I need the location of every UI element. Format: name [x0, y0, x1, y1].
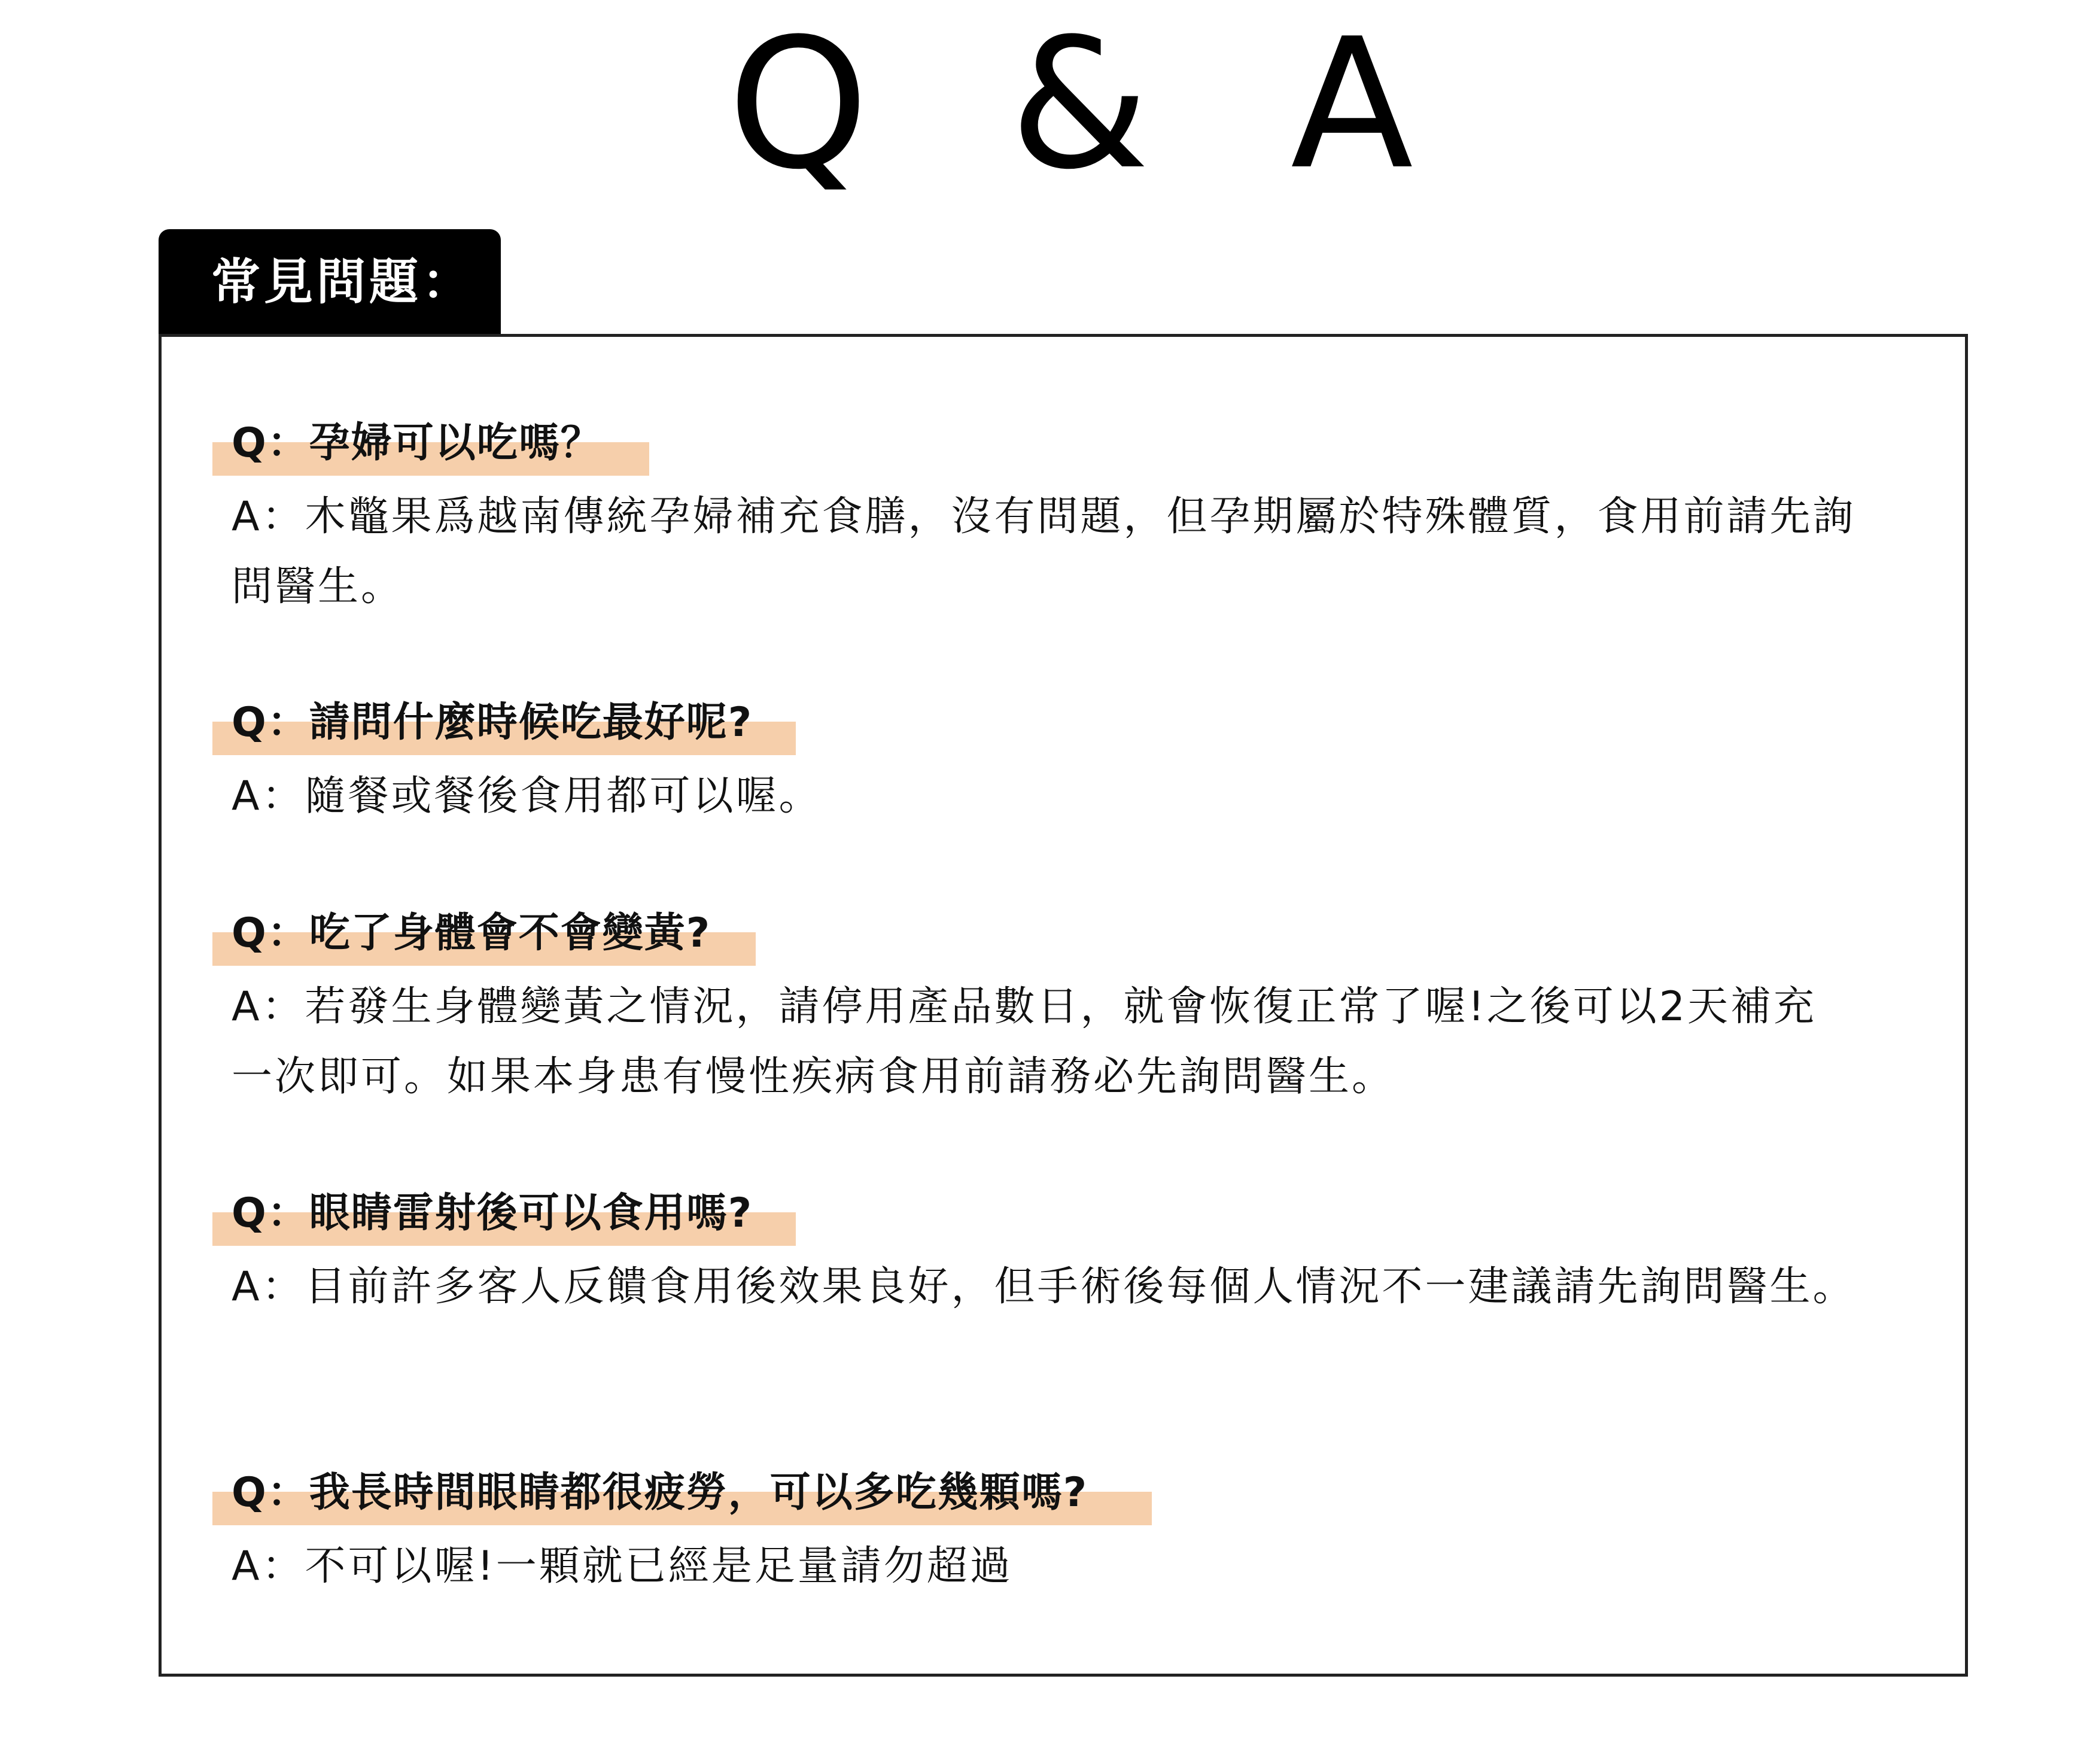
question-text: Q：吃了身體會不會變黃?	[232, 910, 711, 957]
question-text: Q：請問什麼時候吃最好呢?	[232, 699, 753, 746]
question-row	[212, 1462, 1864, 1525]
question-row	[212, 692, 1864, 755]
question-row	[212, 902, 1864, 966]
qa-item-2	[212, 692, 1864, 831]
question-text: Q：我長時間眼睛都很疲勞，可以多吃幾顆嗎?	[232, 1469, 1088, 1516]
answer-text: A：若發生身體變黃之情況，請停用產品數日，就會恢復正常了喔!之後可以2天補充一次即可。如果本身患有慢性疾病食用前請務必先詢問醫生。	[232, 983, 1817, 1100]
answer-text: A：不可以喔!一顆就已經是足量請勿超過	[232, 1543, 1013, 1590]
answer-text: A：目前許多客人反饋食用後效果良好，但手術後每個人情況不一建議請先詢問醫生。	[232, 1263, 1856, 1310]
faq-heading: 常見問題：	[211, 254, 475, 311]
qa-item-5	[212, 1462, 1864, 1601]
qa-item-4	[212, 1182, 1864, 1322]
qa-item-3	[212, 902, 1864, 1112]
question-text: Q：眼睛雷射後可以食用嗎?	[232, 1190, 753, 1237]
question-row	[212, 412, 1864, 476]
question-row	[212, 1182, 1864, 1246]
answer-text: A：木鼈果爲越南傳統孕婦補充食膳，沒有問題，但孕期屬於特殊體質，食用前請先詢問醫生。	[232, 493, 1856, 610]
answer-text: A：隨餐或餐後食用都可以喔。	[232, 772, 822, 820]
faq-panel	[159, 334, 1968, 1677]
faq-heading-tab	[159, 229, 501, 336]
qa-list	[162, 337, 1965, 1674]
qa-item-1	[212, 412, 1864, 622]
page-title: Q & A	[727, 0, 1455, 209]
question-text: Q：孕婦可以吃嗎？	[232, 419, 603, 467]
